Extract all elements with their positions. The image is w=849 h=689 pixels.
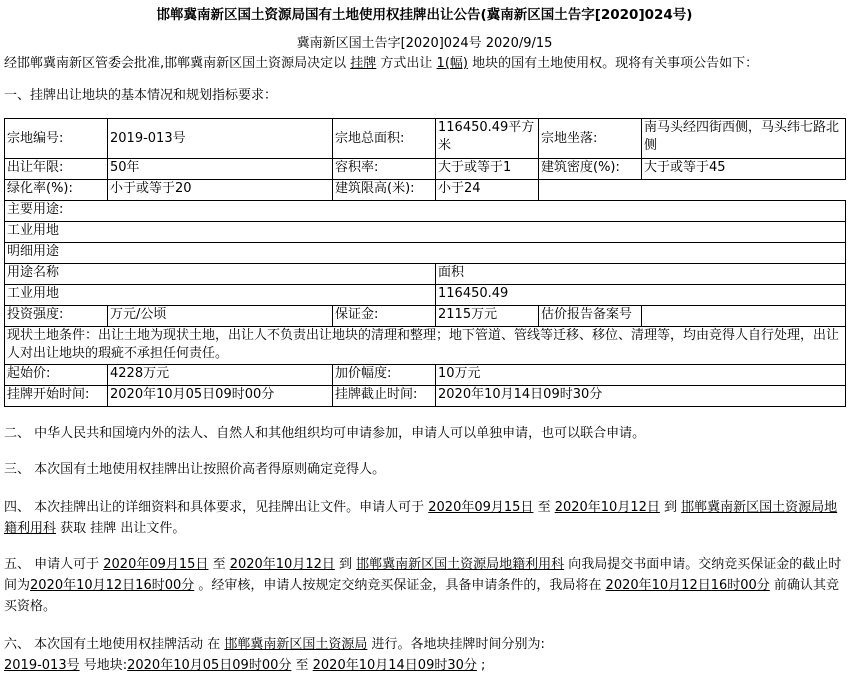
intro-text: 经邯郸冀南新区管委会批准,邯郸冀南新区国土资源局决定以 (4, 56, 351, 71)
label-location: 宗地坐落: (539, 119, 642, 159)
s6-organization: 邯郸冀南新区国土资源局 (224, 637, 368, 652)
value-starting-price: 4228万元 (108, 365, 333, 386)
section-5-text: 向我局提交书面申请。交纳竞买保证金的截止时间为 (4, 557, 842, 593)
parcel-info-table (4, 118, 846, 407)
s6-time-start: 2020年10月05日09时00分 (127, 658, 292, 673)
table-row (5, 285, 846, 306)
header-area: 面积 (436, 264, 846, 285)
table-row (5, 119, 846, 159)
value-main-use: 工业用地 (5, 222, 846, 243)
section-4 (4, 497, 845, 539)
section-6-text: 号地块: (79, 658, 128, 673)
table-row (5, 264, 846, 285)
label-plot-ratio: 容积率: (333, 159, 436, 180)
intro-method: 挂牌 (350, 56, 377, 71)
intro-text: 地块的国有土地使用权。现将有关事项公告如下： (467, 56, 759, 71)
section-6-text: 六、 本次国有土地使用权挂牌活动 在 (4, 637, 225, 652)
section-2: 二、 中华人民共和国境内外的法人、自然人和其他组织均可申请参加，申请人可以单独申请，也可以联合申请。 (4, 426, 646, 441)
value-plot-ratio: 大于或等于1 (436, 159, 539, 180)
intro-paragraph (4, 54, 845, 74)
label-price-increment: 加价幅度: (333, 365, 436, 386)
value-location: 南马头经四街西侧，马头纬七路北侧 (642, 119, 846, 159)
page-title: 邯郸冀南新区国土资源局国有土地使用权挂牌出让公告(冀南新区国土告字[2020]024号) (156, 7, 693, 23)
document-number-date: 冀南新区国土告字[2020]024号 2020/9/15 (296, 36, 553, 51)
table-row (5, 243, 846, 264)
label-parcel-number: 宗地编号: (5, 119, 108, 159)
value-price-increment: 10万元 (436, 365, 846, 386)
label-building-density: 建筑密度(%): (539, 159, 642, 180)
section-5-text: 前确认其竞买资格。 (4, 578, 839, 614)
value-height-limit: 小于24 (436, 180, 539, 201)
intro-count: 1(幅) (436, 56, 468, 71)
label-listing-start: 挂牌开始时间: (5, 386, 108, 407)
section-5-text: 。经审核，申请人按规定交纳竞买保证金，具备申请条件的，我局将在 (194, 578, 606, 593)
label-investment-intensity: 投资强度: (5, 306, 108, 327)
label-deposit: 保证金: (333, 306, 436, 327)
current-land-condition: 现状土地条件：出让土地为现状土地，出让人不负责出让地块的清理和整理；地下管道、管线等迁移、移位、清理等，均由竞得人自行处理，出让人对出让地块的瑕疵不承担任何责任。 (5, 327, 846, 365)
table-row (5, 306, 846, 327)
value-parcel-number: 2019-013号 (108, 119, 333, 159)
s4-organization: 邯郸冀南新区国土资源局地籍利用科 (4, 500, 838, 536)
section-1-heading: 一、挂牌出让地块的基本情况和规划指标要求： (4, 88, 278, 103)
value-deposit: 2115万元 (436, 306, 539, 327)
s5-date-start: 2020年09月15日 (103, 557, 209, 572)
s6-parcel-code: 2019-013号 (4, 658, 80, 673)
section-4-text: 到 (659, 500, 682, 515)
section-6-text: 至 (291, 658, 313, 673)
section-3: 三、 本次国有土地使用权挂牌出让按照价高者得原则确定竞得人。 (4, 462, 386, 477)
section-5-text: 五、 申请人可于 (4, 557, 104, 572)
cell-use-name: 工业用地 (5, 285, 436, 306)
section-4-text: 至 (533, 500, 555, 515)
s5-confirm-deadline: 2020年10月12日16时00分 (605, 578, 770, 593)
s5-deposit-deadline: 2020年10月12日16时00分 (30, 578, 195, 593)
header-use-name: 用途名称 (5, 264, 436, 285)
intro-text: 方式出让 (376, 56, 437, 71)
s4-date-end: 2020年10月12日 (554, 500, 660, 515)
cell-area: 116450.49 (436, 285, 846, 306)
table-row (5, 327, 846, 365)
s5-organization: 邯郸冀南新区国土资源局地籍利用科 (356, 557, 565, 572)
value-listing-start: 2020年10月05日09时00分 (108, 386, 333, 407)
table-row (5, 201, 846, 222)
label-detailed-use: 明细用途 (5, 243, 846, 264)
table-row (5, 180, 846, 201)
table-row (5, 222, 846, 243)
label-greening-rate: 绿化率(%): (5, 180, 108, 201)
section-5-text: 至 (208, 557, 230, 572)
value-total-area: 116450.49平方米 (436, 119, 539, 159)
section-4-text: 获取 挂牌 出让文件。 (56, 521, 186, 536)
section-4-text: 四、 本次挂牌出让的详细资料和具体要求，见挂牌出让文件。申请人可于 (4, 500, 429, 515)
s5-date-end: 2020年10月12日 (229, 557, 335, 572)
label-appraisal-number: 估价报告备案号 (539, 306, 642, 327)
value-greening-rate: 小于或等于20 (108, 180, 333, 201)
section-6 (4, 634, 845, 676)
table-row (5, 386, 846, 407)
value-building-density: 大于或等于45 (642, 159, 846, 180)
s4-date-start: 2020年09月15日 (428, 500, 534, 515)
table-row (5, 159, 846, 180)
empty-cell (539, 180, 846, 201)
value-investment-intensity: 万元/公顷 (108, 306, 333, 327)
label-term: 出让年限: (5, 159, 108, 180)
value-listing-end: 2020年10月14日09时30分 (436, 386, 846, 407)
section-5 (4, 554, 845, 617)
s6-time-end: 2020年10月14日09时30分 (312, 658, 477, 673)
value-appraisal-number (642, 306, 846, 327)
value-term: 50年 (108, 159, 333, 180)
section-6-text: 进行。各地块挂牌时间分别为: (367, 637, 545, 652)
label-height-limit: 建筑限高(米): (333, 180, 436, 201)
label-main-use: 主要用途: (5, 201, 846, 222)
label-listing-end: 挂牌截止时间: (333, 386, 436, 407)
label-starting-price: 起始价: (5, 365, 108, 386)
table-row (5, 365, 846, 386)
label-total-area: 宗地总面积: (333, 119, 436, 159)
section-5-text: 到 (334, 557, 357, 572)
section-6-text: ; (476, 658, 486, 673)
